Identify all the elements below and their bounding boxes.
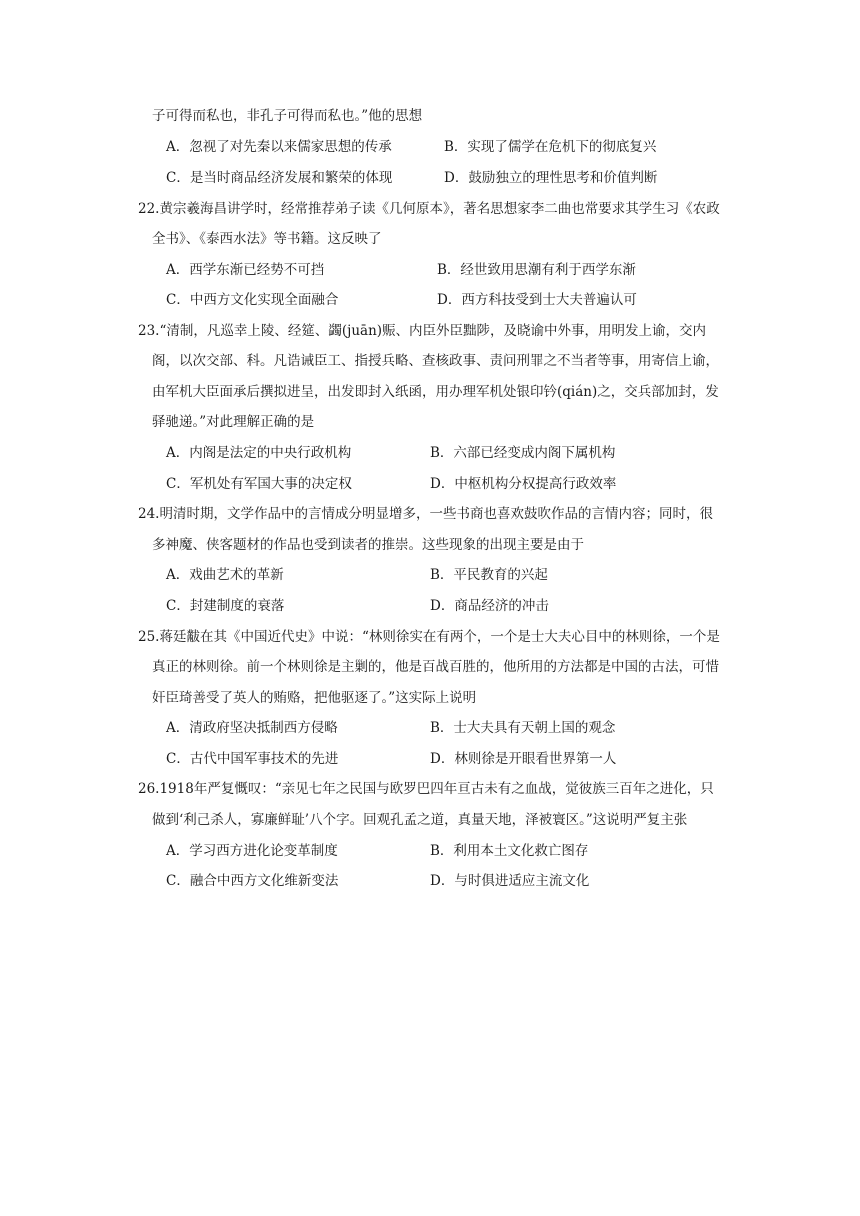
- q21-option-c: C．是当时商品经济发展和繁荣的体现: [166, 170, 393, 186]
- q21-stem-continuation: 子可得而私也，非孔子可得而私也。”他的思想: [152, 108, 423, 124]
- q22-option-a: A．西学东渐已经势不可挡: [166, 262, 325, 278]
- q23-stem-line1: 23.“清制，凡巡幸上陵、经筵、蠲(juān)赈、内臣外臣黜陟，及晓谕中外事，用明发上谕，交内: [138, 323, 707, 339]
- q24-option-c: C．封建制度的衰落: [166, 598, 285, 614]
- q25-stem-line1: 25.蒋廷黻在其《中国近代史》中说：“林则徐实在有两个，一个是士大夫心目中的林则徐，一个是: [138, 629, 720, 645]
- q22-stem-line1: 22.黄宗羲海昌讲学时，经常推荐弟子读《几何原本》，著名思想家李二曲也常要求其学生习《农政: [138, 201, 720, 217]
- q26-stem-line2: 做到‘利己杀人，寡廉鲜耻’八个字。回观孔孟之道，真量天地，泽被寰区。”这说明严复主张: [152, 812, 688, 828]
- q24-option-b: B．平民教育的兴起: [430, 567, 548, 583]
- q25-option-d: D．林则徐是开眼看世界第一人: [430, 751, 617, 767]
- q22-option-d: D．西方科技受到士大夫普遍认可: [437, 292, 637, 308]
- q26-option-a: A．学习西方进化论变革制度: [166, 843, 338, 859]
- q23-option-c: C．军机处有军国大事的决定权: [166, 476, 352, 492]
- q23-option-b: B．六部已经变成内阁下属机构: [430, 445, 616, 461]
- q25-option-b: B．士大夫具有天朝上国的观念: [430, 720, 616, 736]
- q25-stem-line2: 真正的林则徐。前一个林则徐是主剿的，他是百战百胜的，他所用的方法都是中国的古法，可惜: [152, 659, 719, 675]
- q24-stem-line1: 24.明清时期，文学作品中的言情成分明显增多，一些书商也喜欢鼓吹作品的言情内容；同时，很: [138, 506, 713, 522]
- q25-option-a: A．清政府坚决抵制西方侵略: [166, 720, 338, 736]
- q24-option-a: A．戏曲艺术的革新: [166, 567, 284, 583]
- q21-option-b: B．实现了儒学在危机下的彻底复兴: [444, 139, 657, 155]
- q22-stem-line2: 全书》、《泰西水法》等书籍。这反映了: [152, 231, 382, 247]
- q23-option-d: D．中枢机构分权提高行政效率: [430, 476, 617, 492]
- q23-stem-line2: 阁，以次交部、科。凡诰诫臣工、指授兵略、查核政事、责问刑罪之不当者等事，用寄信上谕，: [152, 353, 719, 369]
- q21-option-d: D．鼓励独立的理性思考和价值判断: [444, 170, 658, 186]
- q25-option-c: C．古代中国军事技术的先进: [166, 751, 339, 767]
- q23-stem-line3: 由军机大臣面承后撰拟进呈，出发即封入纸函，用办理军机处银印钤(qián)之，交兵部加封，发: [152, 384, 719, 400]
- q26-option-b: B．利用本土文化救亡图存: [430, 843, 589, 859]
- q22-option-b: B．经世致用思潮有利于西学东渐: [437, 262, 636, 278]
- q23-stem-line4: 驿驰递。”对此理解正确的是: [152, 414, 315, 430]
- q26-option-c: C．融合中西方文化维新变法: [166, 873, 339, 889]
- q22-option-c: C．中西方文化实现全面融合: [166, 292, 339, 308]
- q21-option-a: A．忽视了对先秦以来儒家思想的传承: [166, 139, 392, 155]
- q26-stem-line1: 26.1918年严复慨叹：“亲见七年之民国与欧罗巴四年亘古未有之血战，觉彼族三百年之进化，只: [138, 781, 714, 797]
- q26-option-d: D．与时俱进适应主流文化: [430, 873, 590, 889]
- q24-stem-line2: 多神魔、侠客题材的作品也受到读者的推崇。这些现象的出现主要是由于: [152, 537, 584, 553]
- q24-option-d: D．商品经济的冲击: [430, 598, 549, 614]
- q25-stem-line3: 奸臣琦善受了英人的贿赂，把他驱逐了。”这实际上说明: [152, 690, 477, 706]
- q23-option-a: A．内阁是法定的中央行政机构: [166, 445, 352, 461]
